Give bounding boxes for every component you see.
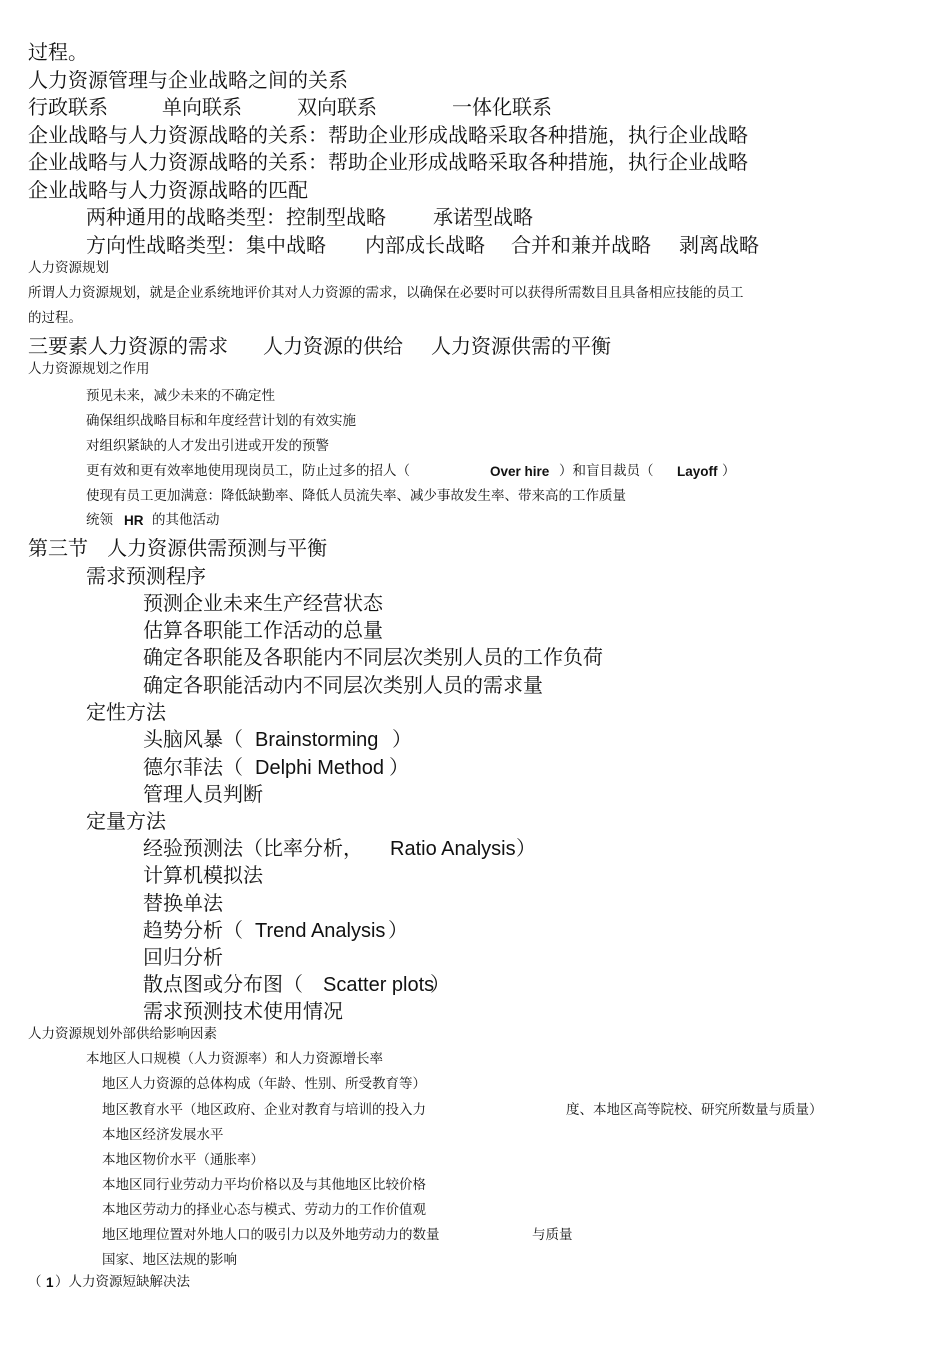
text-line: 的过程。 [28, 310, 82, 326]
list-item: 国家、地区法规的影响 [102, 1252, 237, 1268]
list-item: 回归分析 [143, 945, 223, 969]
list-item-term: Trend Analysis [255, 920, 386, 942]
list-item: 本地区经济发展水平 [102, 1127, 224, 1143]
text-line: 人力资源供需的平衡 [431, 334, 611, 358]
heading: 人力资源规划 [28, 260, 109, 276]
list-item: 确定各职能及各职能内不同层次类别人员的工作负荷 [143, 645, 603, 669]
list-item: 计算机模拟法 [143, 863, 263, 887]
list-item: 确保组织战略目标和年度经营计划的有效实施 [86, 413, 356, 429]
text-line: 方向性战略类型：集中战略 [86, 233, 326, 257]
text-line: 双向联系 [297, 95, 377, 119]
list-item: ） [392, 727, 412, 751]
text-line: 剥离战略 [679, 233, 759, 257]
list-item-number: 1 [46, 1275, 54, 1290]
list-item: 的其他活动 [152, 512, 220, 528]
list-item: 替换单法 [143, 891, 223, 915]
list-item: 与质量 [532, 1227, 573, 1243]
text-line: 承诺型战略 [433, 205, 533, 229]
list-item: ）人力资源短缺解决法 [55, 1274, 190, 1290]
list-item: ） [516, 836, 536, 860]
list-item: 使现有员工更加满意：降低缺勤率、降低人员流失率、减少事故发生率、带来高的工作质量 [86, 488, 626, 504]
list-item: 本地区劳动力的择业心态与模式、劳动力的工作价值观 [102, 1202, 426, 1218]
section-heading: 第三节 人力资源供需预测与平衡 [28, 536, 328, 560]
list-item-term: HR [124, 513, 144, 528]
list-item: 德尔菲法（ [143, 755, 243, 779]
subheading: 需求预测程序 [86, 564, 206, 588]
list-item: 更有效和更有效率地使用现岗员工，防止过多的招人（ [86, 463, 410, 479]
list-item-term: Layoff [677, 464, 718, 479]
text-line: 两种通用的战略类型：控制型战略 [86, 205, 386, 229]
list-item: 趋势分析（ [143, 918, 243, 942]
list-item: ） [389, 755, 409, 779]
list-item-term: Over hire [490, 464, 550, 479]
heading: 人力资源规划外部供给影响因素 [28, 1026, 217, 1042]
text-line: 单向联系 [162, 95, 242, 119]
list-item-term: Scatter plots [323, 974, 435, 996]
text-line: 企业战略与人力资源战略的关系：帮助企业形成战略采取各种措施，执行企业战略 [28, 123, 748, 147]
list-item: 预见未来，减少未来的不确定性 [86, 388, 275, 404]
list-item-term: Brainstorming [255, 729, 379, 751]
list-item: 经验预测法（比率分析， [143, 836, 363, 860]
heading: 人力资源管理与企业战略之间的关系 [28, 68, 348, 92]
heading: 企业战略与人力资源战略的匹配 [28, 178, 308, 202]
list-item: ） [388, 918, 408, 942]
list-item: 管理人员判断 [143, 782, 263, 806]
list-item: 散点图或分布图（ [143, 972, 303, 996]
list-item: 地区人力资源的总体构成（年龄、性别、所受教育等） [102, 1076, 426, 1092]
list-item: 估算各职能工作活动的总量 [143, 618, 383, 642]
list-item: 需求预测技术使用情况 [143, 999, 343, 1023]
list-item: ）和盲目裁员（ [559, 463, 654, 479]
text-line: 人力资源的供给 [263, 334, 403, 358]
text-line: 一体化联系 [452, 95, 552, 119]
list-item: ） [722, 463, 736, 479]
list-item: 本地区物价水平（通胀率） [102, 1152, 264, 1168]
list-item: ） [430, 972, 450, 996]
heading: 人力资源规划之作用 [28, 361, 150, 377]
list-item: 头脑风暴（ [143, 727, 243, 751]
text-line: 企业战略与人力资源战略的关系：帮助企业形成战略采取各种措施，执行企业战略 [28, 150, 748, 174]
text-line: 三要素人力资源的需求 [28, 334, 228, 358]
list-item: （ [28, 1274, 42, 1290]
list-item: 统领 [86, 512, 113, 528]
list-item: 地区教育水平（地区政府、企业对教育与培训的投入力 [102, 1102, 426, 1118]
text-line: 合并和兼并战略 [511, 233, 651, 257]
list-item: 度、本地区高等院校、研究所数量与质量） [566, 1102, 823, 1118]
list-item: 本地区人口规模（人力资源率）和人力资源增长率 [86, 1051, 383, 1067]
text-line: 行政联系 [28, 95, 108, 119]
list-item: 预测企业未来生产经营状态 [143, 591, 383, 615]
text-line: 过程。 [28, 40, 88, 64]
subheading: 定量方法 [86, 809, 166, 833]
subheading: 定性方法 [86, 700, 166, 724]
list-item: 对组织紧缺的人才发出引进或开发的预警 [86, 438, 329, 454]
text-line: 所谓人力资源规划，就是企业系统地评价其对人力资源的需求，以确保在必要时可以获得所需数目且具备相应技能的员工 [28, 285, 744, 301]
list-item: 确定各职能活动内不同层次类别人员的需求量 [143, 673, 543, 697]
text-line: 内部成长战略 [365, 233, 485, 257]
list-item-term: Ratio Analysis [390, 838, 516, 860]
list-item: 地区地理位置对外地人口的吸引力以及外地劳动力的数量 [102, 1227, 440, 1243]
list-item-term: Delphi Method [255, 757, 384, 779]
list-item: 本地区同行业劳动力平均价格以及与其他地区比较价格 [102, 1177, 426, 1193]
